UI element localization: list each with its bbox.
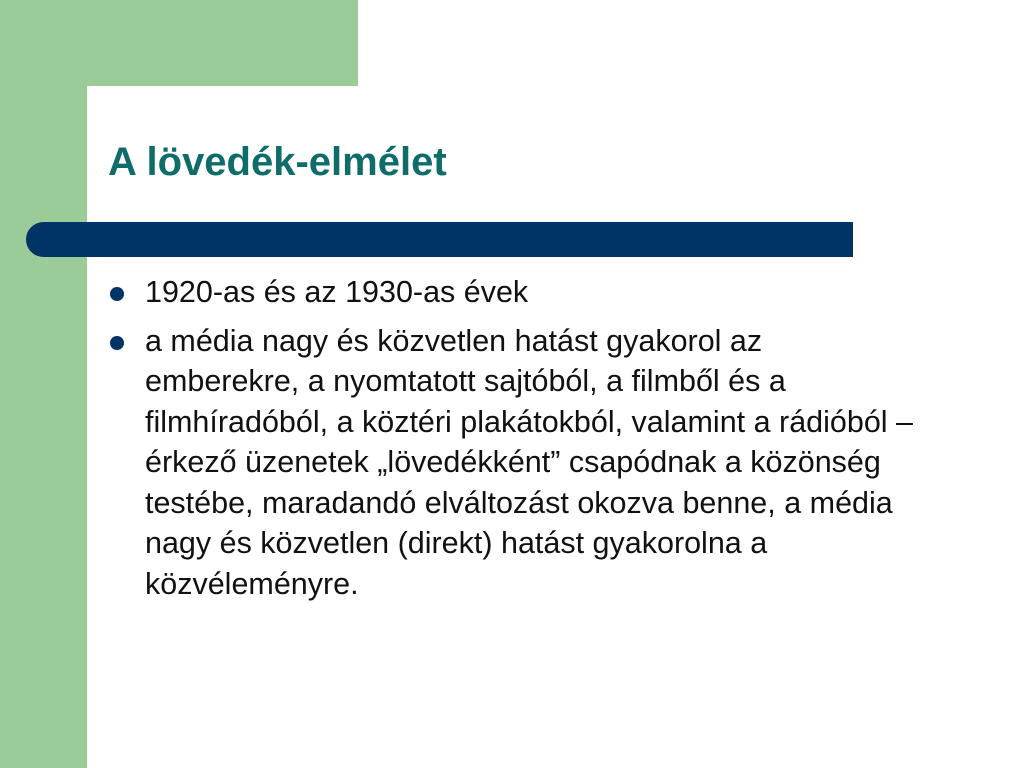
bullet-dot-icon xyxy=(110,287,124,301)
bullet-text: 1920-as és az 1930-as évek xyxy=(145,275,529,309)
bullet-dot-icon xyxy=(110,336,124,350)
decorative-green-strip xyxy=(0,0,87,768)
title-underline-bar xyxy=(26,222,853,257)
bullet-text: a média nagy és közvetlen hatást gyakorol az emberekre, a nyomtatott sajtóból, a filmből és a filmhíradóból, a köztéri plakátokból, valamint a rádióból – érkező üzenetek „lövedékként” csapódnak a közönség testébe, maradandó elváltozást okozva benne, a média nagy és közvetlen (direkt) hatást gyakorolna a közvéleményre. xyxy=(145,323,913,601)
bullet-list xyxy=(108,272,918,612)
slide-title: A lövedék-elmélet xyxy=(108,140,447,184)
bullet-item xyxy=(108,272,918,313)
bullet-item xyxy=(108,321,918,605)
decorative-green-block xyxy=(0,0,358,86)
